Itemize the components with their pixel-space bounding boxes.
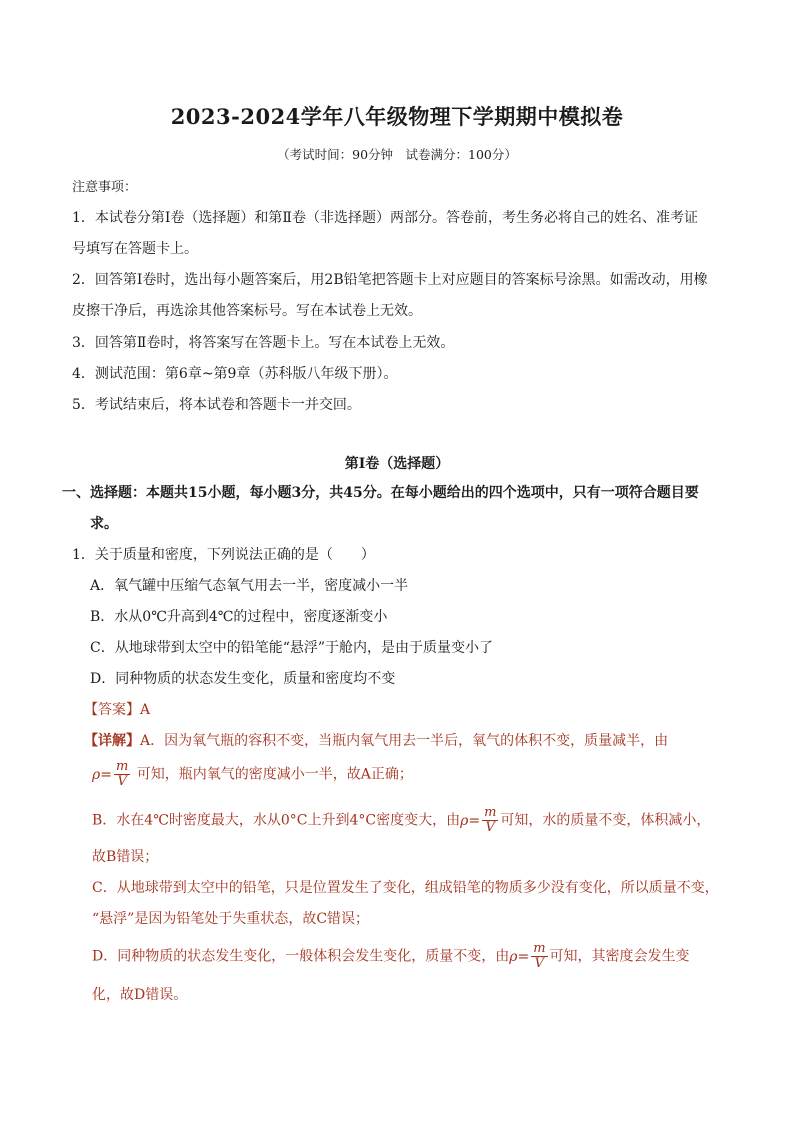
explanation-text: 可知，瓶内氧气的密度减小一半，故A正确； [136, 766, 413, 783]
explanation-text: A．因为氧气瓶的容积不变，当瓶内氧气用去一半后，氧气的体积不变，质量减半，由 [140, 733, 669, 749]
explanation-text: B．水在4℃时密度最大，水从0°C上升到4°C密度变大，由 [92, 812, 461, 829]
question-option: D．同种物质的状态发生变化，质量和密度均不变 [90, 671, 396, 687]
explanation-line: C．从地球带到太空中的铅笔，只是位置发生了变化，组成铅笔的物质多少没有变化，所以质量不变， [92, 880, 719, 896]
formula-denominator: V [485, 820, 495, 835]
note-line: 3．回答第Ⅱ卷时，将答案写在答题卡上。写在本试卷上无效。 [72, 335, 455, 351]
density-formula [460, 805, 500, 835]
note-line: 4．测试范围：第6章~第9章（苏科版八年级下册）。 [72, 366, 398, 382]
note-line: 皮擦干净后，再选涂其他答案标号。写在本试卷上无效。 [72, 303, 422, 319]
section-instruction: 一、选择题：本题共15小题，每小题3分，共45分。在每小题给出的四个选项中，只有一项符合题目要 [62, 485, 699, 501]
explanation-line: 故B错误； [92, 849, 159, 865]
question-option: A．氧气罐中压缩气态氧气用去一半，密度减小一半 [90, 578, 409, 594]
note-line: 号填写在答题卡上。 [72, 241, 198, 257]
explanation-line: “悬浮”是因为铅笔处于失重状态，故C错误； [92, 911, 370, 927]
formula-numerator: m [115, 759, 129, 774]
explanation-line [92, 760, 413, 789]
question-option: B．水从0℃升高到4℃的过程中，密度逐渐变小 [90, 609, 388, 625]
formula-fraction [482, 806, 498, 835]
formula-numerator: m [484, 805, 497, 820]
explanation-text: 可知，水的质量不变，体积减小， [500, 812, 711, 829]
formula-fraction [114, 760, 130, 789]
formula-denominator: V [117, 774, 127, 789]
explanation-text: D．同种物质的状态发生变化，一般体积会发生变化，质量不变，由 [92, 948, 510, 965]
formula-rho: ρ [460, 812, 469, 829]
formula-equals: = [468, 812, 481, 829]
density-formula [92, 759, 137, 789]
formula-rho: ρ [509, 948, 518, 965]
section-title: 第Ⅰ卷（选择题） [344, 456, 450, 472]
question-stem: 1．关于质量和密度，下列说法正确的是（ ） [72, 547, 375, 563]
formula-numerator: m [533, 941, 546, 956]
detail-label: 【详解】 [84, 733, 140, 749]
density-formula [509, 941, 549, 971]
exam-subtitle: （考试时间：90分钟 试卷满分：100分） [277, 147, 517, 162]
formula-rho: ρ [92, 766, 101, 783]
section-instruction: 求。 [90, 516, 118, 532]
note-line: 5．考试结束后，将本试卷和答题卡一并交回。 [72, 397, 361, 413]
page-title: 2023-2024学年八年级物理下学期期中模拟卷 [170, 104, 624, 129]
question-option: C．从地球带到太空中的铅笔能“悬浮”于舱内，是由于质量变小了 [90, 640, 494, 656]
notes-heading: 注意事项： [72, 180, 138, 195]
explanation-text: 可知，其密度会发生变 [549, 948, 690, 965]
formula-fraction [531, 942, 547, 971]
formula-equals: = [517, 948, 530, 965]
explanation-line [92, 806, 710, 835]
note-line: 1．本试卷分第Ⅰ卷（选择题）和第Ⅱ卷（非选择题）两部分。答卷前，考生务必将自己的姓名、准考证 [72, 210, 698, 226]
answer-label: 【答案】A [84, 702, 151, 718]
formula-equals: = [100, 766, 112, 783]
explanation-line [92, 942, 690, 971]
explanation-line [84, 730, 668, 750]
formula-denominator: V [534, 956, 545, 971]
explanation-line: 化，故D错误。 [92, 987, 188, 1003]
note-line: 2．回答第Ⅰ卷时，选出每小题答案后，用2B铅笔把答题卡上对应题目的答案标号涂黑。如需改动，用橡 [72, 272, 708, 288]
